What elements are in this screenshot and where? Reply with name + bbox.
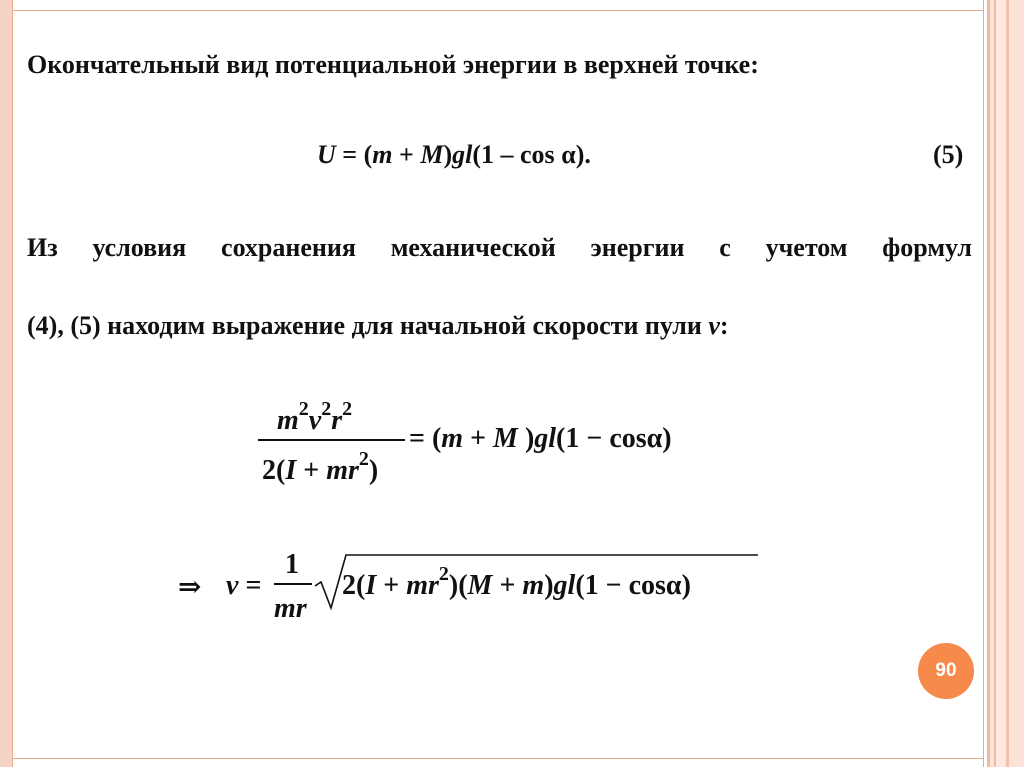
velocity-fraction-bar <box>274 583 312 585</box>
energy-equation-rhs: = (m + M )gl(1 − cosα) <box>409 423 672 454</box>
paragraph-line-2-prefix: (4), (5) находим выражение для начальной скорости пули <box>27 311 709 340</box>
fraction-bar <box>258 439 405 441</box>
velocity-radicand: $2(I + mr^2)(M + m)gl(1 - \cos\alpha)$ <box>342 563 691 601</box>
paragraph-line-2-suffix: : <box>719 311 729 340</box>
paragraph-line-2 <box>27 311 729 341</box>
implies-arrow: ⇒ <box>178 572 202 603</box>
page-number-badge: 90 <box>918 643 974 699</box>
paragraph-line-1: Из условия сохранения механической энергии с учетом формул <box>27 233 972 262</box>
energy-equation-numerator: $m^2v^2r^2$ <box>277 398 353 436</box>
slide-frame-bottom <box>12 758 984 767</box>
velocity-fraction-numerator: 1 <box>285 549 299 580</box>
velocity-symbol: v <box>708 311 720 340</box>
slide-frame-left <box>0 0 13 767</box>
equation-5: U = (m + M)gl(1 – cos α). <box>317 140 591 169</box>
velocity-lhs: v = <box>226 570 262 601</box>
slide-frame-top <box>12 0 984 11</box>
intro-text: Окончательный вид потенциальной энергии в верхней точке: <box>27 50 759 79</box>
slide-frame-right <box>984 0 1024 767</box>
velocity-fraction-denominator: mr <box>274 593 307 624</box>
equation-5-label: (5) <box>933 140 964 169</box>
energy-equation-denominator: $2(I + mr^2)$ <box>262 448 379 486</box>
